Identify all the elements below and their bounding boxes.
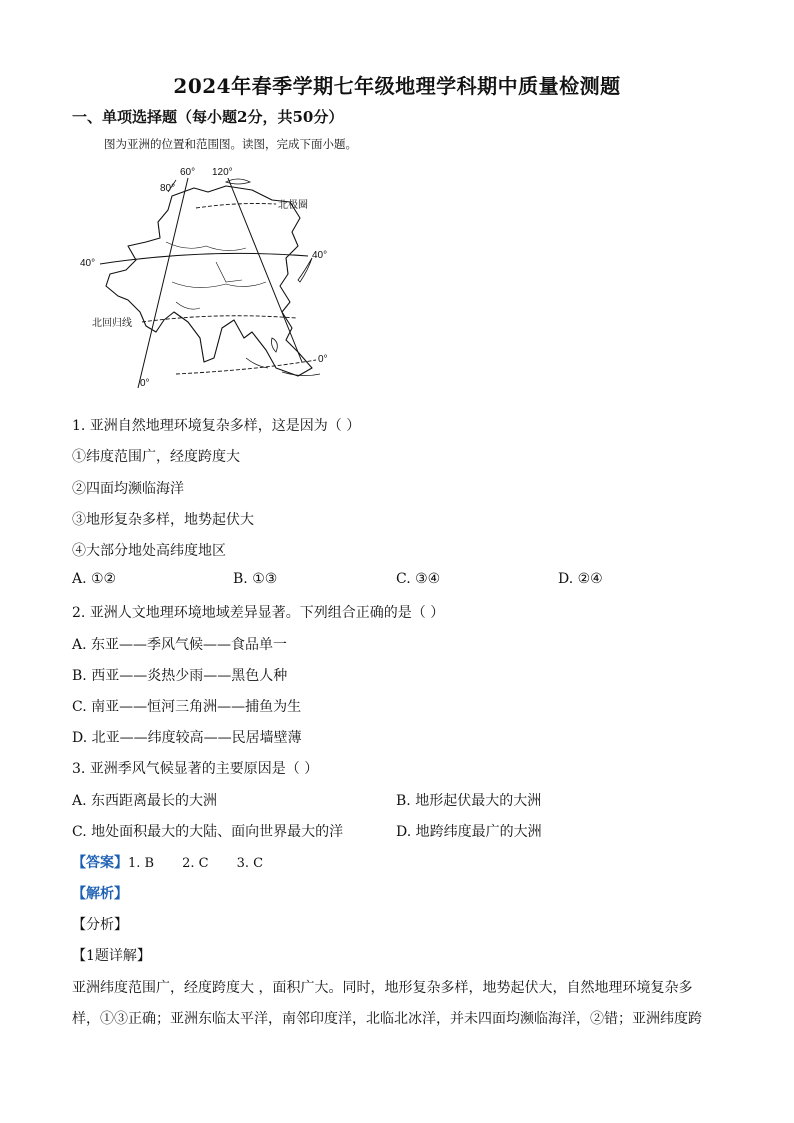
map-label-lon-120: 120° <box>212 167 233 178</box>
section-heading: 一、单项选择题（每小题2分，共50分） <box>72 108 344 126</box>
map-label-lat-0-left: 0° <box>140 378 150 389</box>
answer-value: 3. C <box>236 856 264 871</box>
answer-line <box>72 852 263 872</box>
answer-value: 1. B <box>128 856 155 871</box>
q3-option-a: A. 东西距离最长的大洲 <box>72 793 218 809</box>
q1-item: ①纬度范围广，经度跨度大 <box>72 449 240 465</box>
map-label-arctic-circle: 北极圈 <box>278 200 308 211</box>
q2-option-a: A. 东亚——季风气候——食品单一 <box>72 637 288 653</box>
map-label-tropic-cancer: 北回归线 <box>92 318 132 329</box>
map-label-lat-80: 80° <box>160 183 176 194</box>
q1-option-d: D. ②④ <box>558 571 603 587</box>
q3-option-c: C. 地处面积最大的大陆、面向世界最大的洋 <box>72 824 344 840</box>
fenxi-tag: 【分析】 <box>72 917 128 933</box>
q2-stem: 2. 亚洲人文地理环境地域差异显著。下列组合正确的是（ ） <box>72 605 445 621</box>
q1-detail-text: 样，①③正确；亚洲东临太平洋，南邻印度洋，北临北冰洋，并未四面均濒临海洋，②错；亚洲纬度跨 <box>72 1011 702 1027</box>
q3-option-d: D. 地跨纬度最广的大洲 <box>396 824 542 840</box>
page-title: 2024年春季学期七年级地理学科期中质量检测题 <box>173 74 621 98</box>
asia-location-map <box>76 162 336 398</box>
q1-stem: 1. 亚洲自然地理环境复杂多样，这是因为（ ） <box>72 418 361 434</box>
q1-detail-text: 亚洲纬度范围广，经度跨度大 ，面积广大。同时，地形复杂多样，地势起伏大，自然地理环境复杂多 <box>72 980 693 996</box>
q3-option-b: B. 地形起伏最大的大洲 <box>396 793 542 809</box>
meridian-60 <box>138 178 188 388</box>
parallel-40 <box>100 253 308 264</box>
map-label-lon-60: 60° <box>180 167 196 178</box>
q2-option-d: D. 北亚——纬度较高——民居墙壁薄 <box>72 730 302 746</box>
q1-item: ②四面均濒临海洋 <box>72 481 184 497</box>
q1-item: ④大部分地处高纬度地区 <box>72 543 226 559</box>
map-intro-text: 图为亚洲的位置和范围图。读图，完成下面小题。 <box>104 137 357 151</box>
map-label-lat-40-left: 40° <box>80 258 96 269</box>
q1-detail-tag: 【1题详解】 <box>72 948 151 964</box>
map-label-lat-0-right: 0° <box>318 354 328 365</box>
q1-item: ③地形复杂多样，地势起伏大 <box>72 512 254 528</box>
q2-option-b: B. 西亚——炎热少雨——黑色人种 <box>72 668 288 684</box>
q1-option-a: A. ①② <box>72 571 117 587</box>
q1-option-b: B. ①③ <box>233 571 278 587</box>
q1-option-c: C. ③④ <box>396 571 441 587</box>
q2-option-c: C. 南亚——恒河三角洲——捕鱼为生 <box>72 699 302 715</box>
parallel-arctic-circle <box>196 204 276 209</box>
answer-value: 2. C <box>182 856 209 871</box>
analysis-tag: 【解析】 <box>72 886 128 902</box>
parallel-equator <box>176 360 316 374</box>
map-label-lat-40-right: 40° <box>312 250 328 261</box>
q3-stem: 3. 亚洲季风气候显著的主要原因是（ ） <box>72 761 319 777</box>
answer-tag: 【答案】 <box>72 855 128 871</box>
asia-outline <box>106 186 312 376</box>
